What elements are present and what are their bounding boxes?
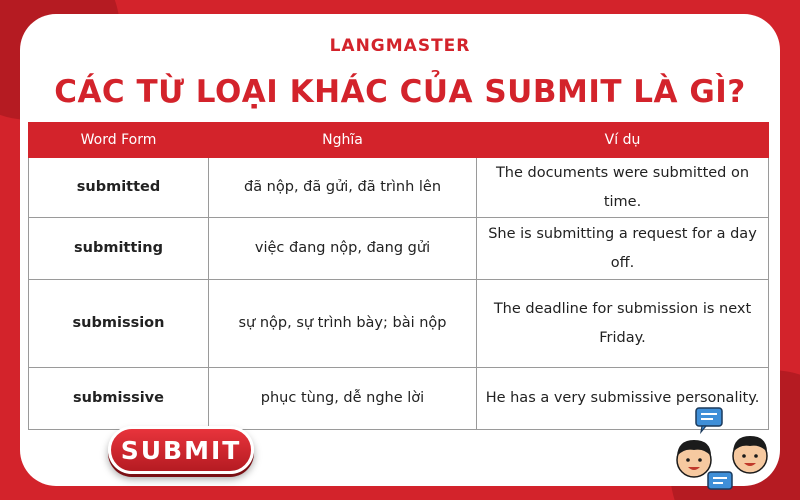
example-cell: The deadline for submission is next Friday.: [477, 280, 769, 368]
example-cell: He has a very submissive personality.: [477, 368, 769, 430]
meaning-cell: đã nộp, đã gửi, đã trình lên: [209, 158, 477, 218]
header-word-form: Word Form: [29, 123, 209, 158]
brand-logo: LANGMASTER: [329, 36, 471, 56]
meaning-cell: phục tùng, dễ nghe lời: [209, 368, 477, 430]
submit-button[interactable]: SUBMIT: [108, 426, 254, 474]
word-form-table: [28, 122, 769, 430]
header-example: Ví dụ: [477, 123, 769, 158]
content-card: [20, 14, 780, 486]
example-cell: The documents were submitted on time.: [477, 158, 769, 218]
header-meaning: Nghĩa: [209, 123, 477, 158]
table-row: [29, 280, 769, 368]
table-row: [29, 368, 769, 430]
meaning-cell: việc đang nộp, đang gửi: [209, 218, 477, 280]
table-header-row: [29, 123, 769, 158]
word-form-cell: submissive: [29, 368, 209, 430]
word-form-cell: submitted: [29, 158, 209, 218]
word-form-cell: submitting: [29, 218, 209, 280]
page-title: CÁC TỪ LOẠI KHÁC CỦA SUBMIT LÀ GÌ?: [54, 74, 746, 110]
chatting-people-icon: [668, 404, 778, 494]
table-row: [29, 158, 769, 218]
table-row: [29, 218, 769, 280]
example-cell: She is submitting a request for a day off.: [477, 218, 769, 280]
word-form-cell: submission: [29, 280, 209, 368]
meaning-cell: sự nộp, sự trình bày; bài nộp: [209, 280, 477, 368]
